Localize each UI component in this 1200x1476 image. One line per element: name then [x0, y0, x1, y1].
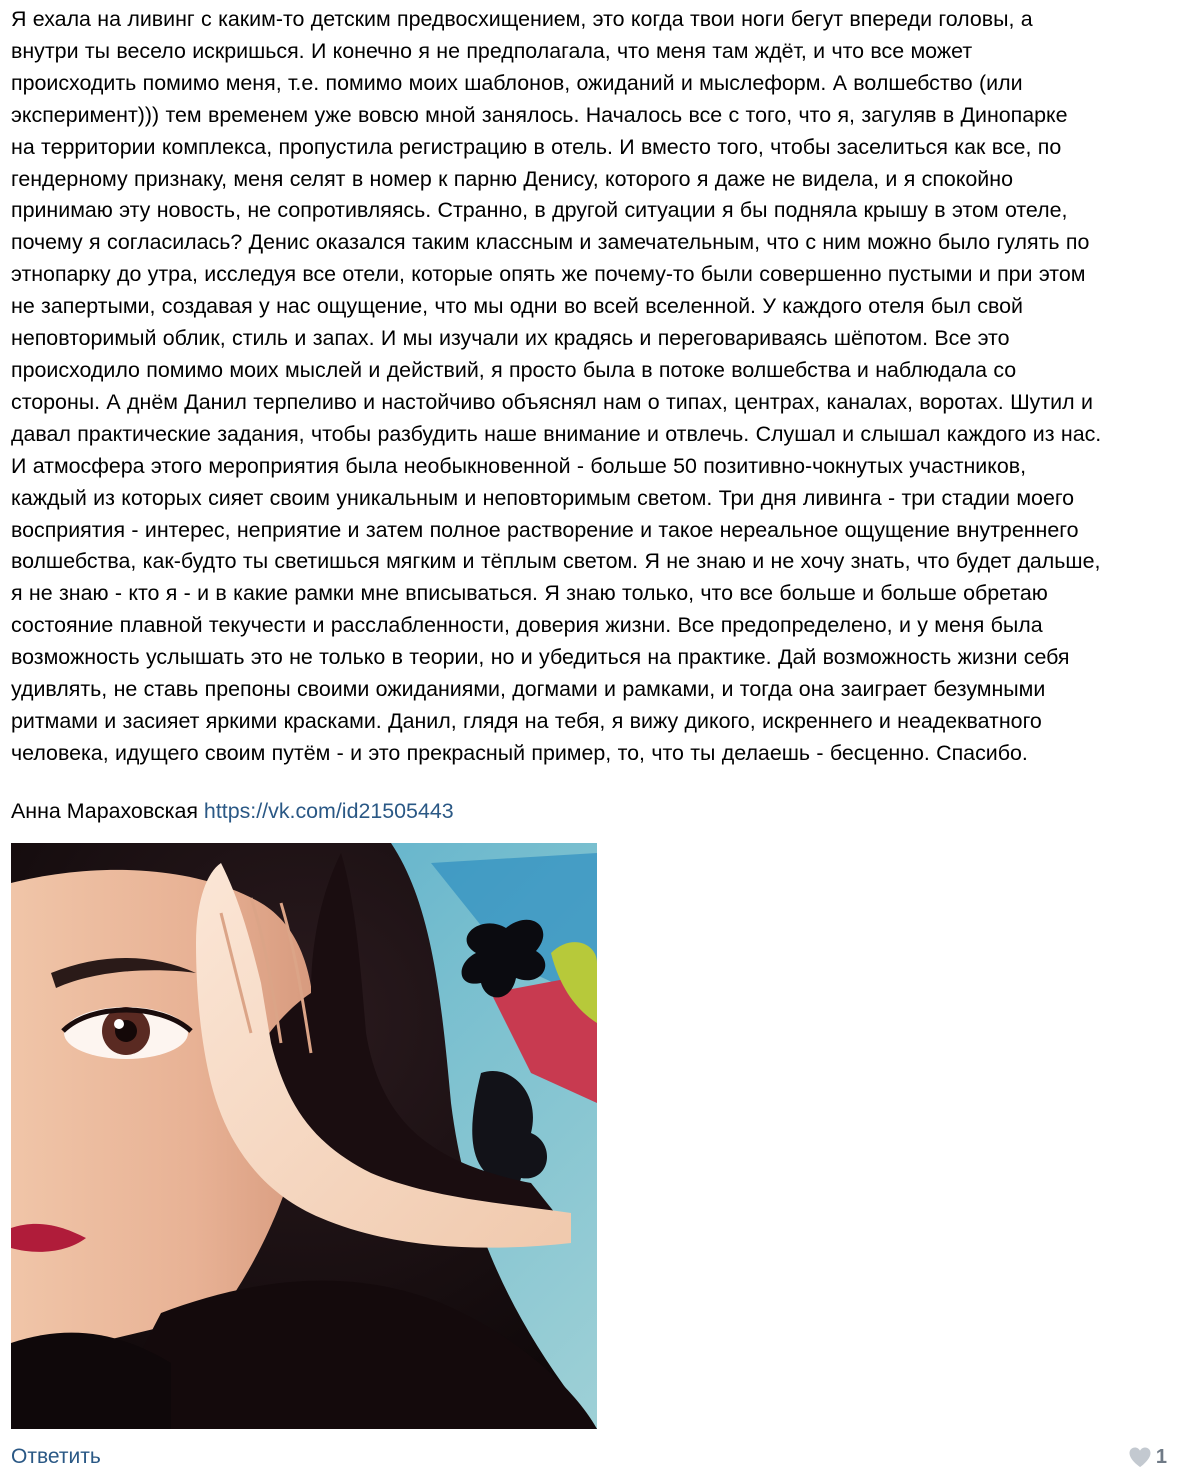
portrait-photo-icon	[11, 843, 597, 1429]
comment-text: Я ехала на ливинг с каким-то детским предвосхищением, это когда твои ноги бегут впереди головы, а внутри ты весело искришься. И конечно я не предполагала, что меня там ждёт, и что все может происходить помимо меня, т.е. помимо моих шаблонов, ожиданий и мыслеформ. А волшебство (или эксперимент))) тем временем уже вовсю мной занялось. Началось все с того, что я, загуляв в Динопарке на территории комплекса, пропустила регистрацию в отель. И вместо того, чтобы заселиться как все, по гендерному признаку, меня селят в номер к парню Денису, которого я даже не видела, и я спокойно принимаю эту новость, не сопротивляясь. Странно, в другой ситуации я бы подняла крышу в этом отеле, почему я согласилась? Денис оказался таким классным и замечательным, что с ним можно было гулять по этнопарку до утра, исследуя все отели, которые опять же почему-то были совершенно пустыми и при этом не запертыми, создавая у нас ощущение, что мы одни во всей вселенной. У каждого отеля был свой неповторимый облик, стиль и запах. И мы изучали их крадясь и переговариваясь шёпотом. Все это происходило помимо моих мыслей и действий, я просто была в потоке волшебства и наблюдала со стороны. А днём Данил терпеливо и настойчиво объяснял нам о типах, центрах, каналах, воротах. Шутил и давал практические задания, чтобы разбудить наше внимание и отвлечь. Слушал и слышал каждого из нас. И атмосфера этого мероприятия была необыкновенной - больше 50 позитивно-чокнутых участников, каждый из которых сияет своим уникальным и неповторимым светом. Три дня ливинга - три стадии моего восприятия - интерес, неприятие и затем полное растворение и такое нереальное ощущение внутреннего волшебства, как-будто ты светишься мягким и тёплым светом. Я не знаю и не хочу знать, что будет дальше, я не знаю - кто я - и в какие рамки мне вписываться. Я знаю только, что все больше и больше обретаю состояние плавной текучести и расслабленности, доверия жизни. Все предопределено, и у меня была возможность услышать это не только в теории, но и убедиться на практике. Дай возможность жизни себя удивлять, не ставь препоны своими ожиданиями, догмами и рамками, и тогда она заиграет безумными ритмами и засияет яркими красками. Данил, глядя на тебя, я вижу дикого, искреннего и неадекватного человека, идущего своим путём - и это прекрасный пример, то, что ты делаешь - бесценно. Спасибо.	[11, 7, 1102, 765]
heart-icon	[1128, 1446, 1152, 1468]
reply-button[interactable]: Ответить	[11, 1445, 101, 1468]
author-name: Анна Мараховская	[11, 799, 198, 823]
comment-body	[11, 0, 1186, 770]
author-profile-link[interactable]: https://vk.com/id21505443	[203, 799, 454, 823]
attached-photo[interactable]	[11, 843, 597, 1429]
like-button[interactable]	[1128, 1442, 1167, 1472]
comment-signature	[11, 795, 454, 827]
like-count: 1	[1155, 1446, 1167, 1468]
